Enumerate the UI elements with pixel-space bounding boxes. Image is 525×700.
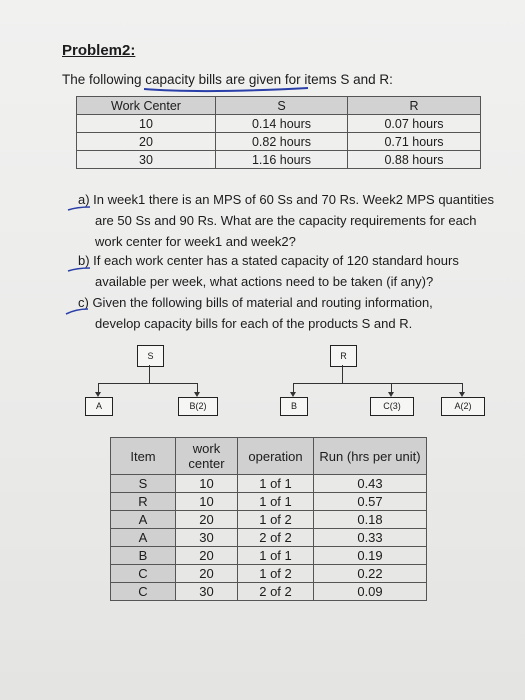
- bom-r-bar: [293, 383, 463, 384]
- handwritten-mark-b: [66, 266, 92, 274]
- routing-table: [110, 437, 427, 601]
- table-cell: 1 of 1: [238, 475, 314, 493]
- header-s: S: [216, 97, 348, 115]
- table-cell: 20: [77, 133, 216, 151]
- table-row: [111, 493, 427, 511]
- table-cell: 30: [176, 529, 238, 547]
- problem-title: Problem2:: [62, 42, 136, 59]
- question-a-line-2: are 50 Ss and 90 Rs. What are the capacity requirements for each: [95, 213, 477, 228]
- table-cell: 1.16 hours: [216, 151, 348, 169]
- table-cell: 1 of 1: [238, 493, 314, 511]
- header-work-center: Work Center: [77, 97, 216, 115]
- table-cell: 0.09: [314, 583, 427, 601]
- header-item: Item: [111, 438, 176, 475]
- table-cell: A: [111, 511, 176, 529]
- header-r: R: [348, 97, 481, 115]
- table-cell: 0.07 hours: [348, 115, 481, 133]
- bom-s-stem: [149, 365, 150, 383]
- table-cell: 10: [77, 115, 216, 133]
- table-cell: 2 of 2: [238, 529, 314, 547]
- question-a-line-3: work center for week1 and week2?: [95, 234, 296, 249]
- table-cell: 2 of 2: [238, 583, 314, 601]
- bom-r-child-a: A(2): [441, 397, 485, 416]
- table-row: [111, 565, 427, 583]
- handwritten-mark-a: [66, 205, 92, 213]
- bom-s-child-b: B(2): [178, 397, 218, 416]
- header-operation: operation: [238, 438, 314, 475]
- capacity-table-header-row: [77, 97, 481, 115]
- table-cell: 0.33: [314, 529, 427, 547]
- table-cell: 0.19: [314, 547, 427, 565]
- routing-table-header-row: [111, 438, 427, 475]
- table-row: [111, 583, 427, 601]
- table-cell: R: [111, 493, 176, 511]
- handwritten-mark-c: [64, 307, 90, 317]
- table-cell: A: [111, 529, 176, 547]
- table-cell: 0.14 hours: [216, 115, 348, 133]
- bom-s-child-a: A: [85, 397, 113, 416]
- question-b-line-2: available per week, what actions need to be taken (if any)?: [95, 274, 434, 289]
- table-row: [77, 151, 481, 169]
- question-c-line-2: develop capacity bills for each of the products S and R.: [95, 316, 413, 331]
- table-cell: 0.88 hours: [348, 151, 481, 169]
- table-cell: 0.71 hours: [348, 133, 481, 151]
- table-cell: B: [111, 547, 176, 565]
- bom-r-child-b: B: [280, 397, 308, 416]
- table-cell: 30: [176, 583, 238, 601]
- table-cell: 20: [176, 547, 238, 565]
- table-cell: 20: [176, 565, 238, 583]
- table-cell: S: [111, 475, 176, 493]
- table-cell: 30: [77, 151, 216, 169]
- table-cell: 20: [176, 511, 238, 529]
- table-cell: 1 of 1: [238, 547, 314, 565]
- bom-s-root: S: [137, 345, 164, 367]
- table-cell: 0.22: [314, 565, 427, 583]
- table-cell: 0.82 hours: [216, 133, 348, 151]
- handwritten-underline: [142, 86, 312, 94]
- table-row: [111, 475, 427, 493]
- table-cell: 0.57: [314, 493, 427, 511]
- table-cell: 10: [176, 475, 238, 493]
- table-cell: 0.43: [314, 475, 427, 493]
- bom-r-root: R: [330, 345, 357, 367]
- table-cell: 1 of 2: [238, 565, 314, 583]
- question-c-line-1: c) Given the following bills of material and routing information,: [78, 295, 433, 310]
- question-a-line-1: a) In week1 there is an MPS of 60 Ss and 70 Rs. Week2 MPS quantities: [78, 192, 494, 207]
- question-b-line-1: b) If each work center has a stated capacity of 120 standard hours: [78, 253, 459, 268]
- header-run-hours: Run (hrs per unit): [314, 438, 427, 475]
- bom-r-child-c: C(3): [370, 397, 414, 416]
- table-cell: 1 of 2: [238, 511, 314, 529]
- header-work-center: work center: [176, 438, 238, 475]
- capacity-bills-table: [76, 96, 481, 169]
- table-cell: C: [111, 565, 176, 583]
- table-cell: C: [111, 583, 176, 601]
- table-row: [111, 529, 427, 547]
- table-row: [77, 133, 481, 151]
- bom-s-bar: [98, 383, 198, 384]
- table-cell: 0.18: [314, 511, 427, 529]
- table-cell: 10: [176, 493, 238, 511]
- intro-text: The following capacity bills are given for items S and R:: [62, 72, 393, 87]
- table-row: [111, 547, 427, 565]
- bom-r-stem: [342, 365, 343, 383]
- table-row: [111, 511, 427, 529]
- table-row: [77, 115, 481, 133]
